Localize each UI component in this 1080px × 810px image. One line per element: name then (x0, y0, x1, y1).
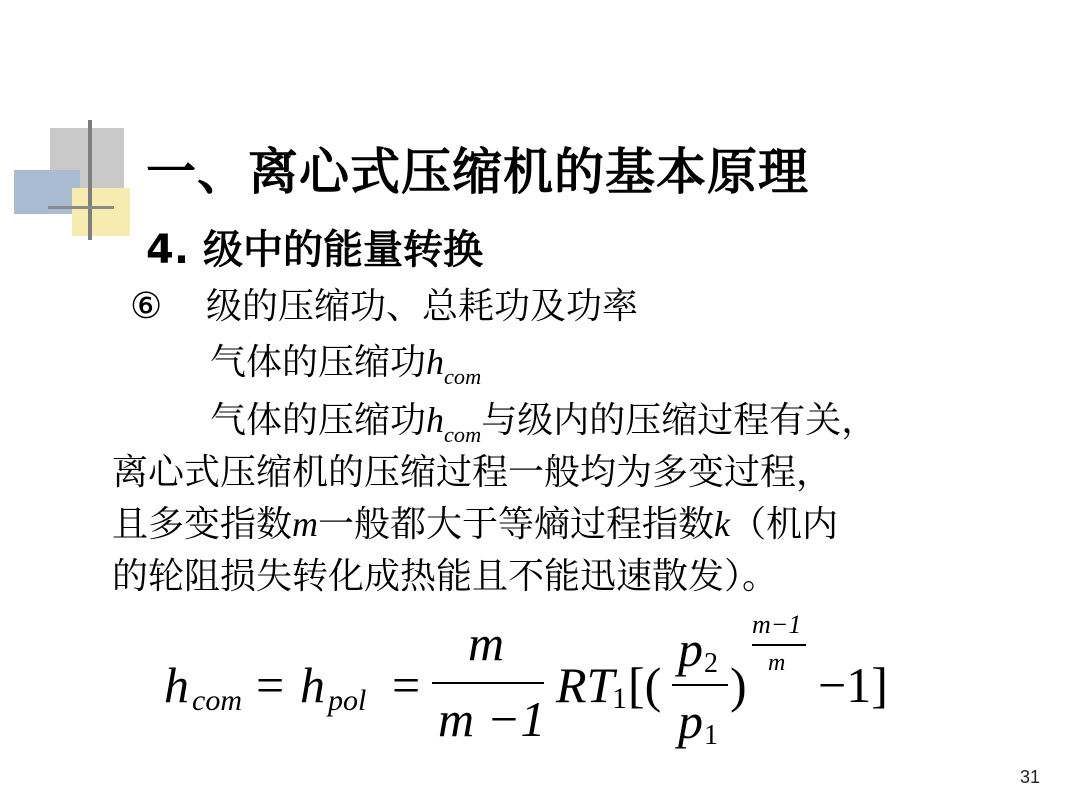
f-rt: RT (556, 657, 615, 713)
paragraph-line-1 (210, 392, 877, 448)
f-frac-line (432, 682, 544, 684)
f-frac-den: m −1 (438, 691, 546, 747)
p1-pre: 气体的压缩功 (210, 400, 427, 441)
paragraph-line-2: 离心式压缩机的压缩过程一般均为多变过程， (112, 452, 833, 493)
item-heading (130, 278, 638, 329)
f-mid-sub: pol (328, 684, 367, 717)
item-marker: ⑥ (130, 286, 163, 327)
f-p-den: p (678, 693, 703, 749)
f-lhs-var: h (164, 657, 189, 713)
page-number: 31 (1019, 767, 1040, 787)
f-open: [( (628, 657, 662, 713)
p1-var: h (426, 400, 445, 440)
f-lhs-sub: com (192, 684, 242, 717)
decor-horizontal-line (48, 206, 114, 209)
slide-title: 一、离心式压缩机的基本原理 (146, 143, 809, 201)
paragraph-line-4: 的轮阻损失转化成热能且不能迅速散发）。 (112, 556, 779, 597)
f-eq1: = (256, 657, 285, 713)
f-exp-line (752, 644, 806, 646)
f-frac-num: m (468, 615, 505, 671)
f-close-paren: ) (730, 657, 747, 713)
section-heading: 4. 级中的能量转换 (146, 227, 483, 273)
f-p-frac-line (672, 684, 728, 686)
label-text: 气体的压缩功 (210, 342, 427, 383)
f-eq2: = (392, 657, 421, 713)
item-text: 级的压缩功、总耗功及功率 (206, 286, 639, 327)
paragraph-line-3 (112, 496, 838, 547)
p3-mid: 一般都大于等熵过程指数 (318, 504, 715, 545)
f-exp-den: m (768, 650, 786, 676)
decor-vertical-line (88, 120, 92, 240)
var-sub-com: com (444, 364, 482, 390)
compression-work-label (210, 334, 481, 390)
decor-yellow-square (72, 188, 130, 236)
f-mid-var: h (300, 657, 325, 713)
p3-var-m: m (292, 504, 319, 544)
f-p-den-sub: 1 (704, 720, 718, 751)
compression-work-formula (160, 612, 920, 762)
f-rt-sub: 1 (612, 682, 627, 715)
f-p-num: p (678, 621, 703, 677)
f-exp-num: m−1 (752, 610, 802, 639)
p3-pre: 且多变指数 (112, 504, 293, 545)
p1-sub: com (444, 422, 482, 448)
var-h: h (426, 342, 445, 382)
f-tail: −1] (818, 657, 888, 713)
f-p-num-sub: 2 (704, 648, 718, 679)
p3-post: （机内 (730, 504, 839, 545)
p1-post: 与级内的压缩过程有关， (481, 400, 878, 441)
p3-var-k: k (714, 504, 731, 544)
